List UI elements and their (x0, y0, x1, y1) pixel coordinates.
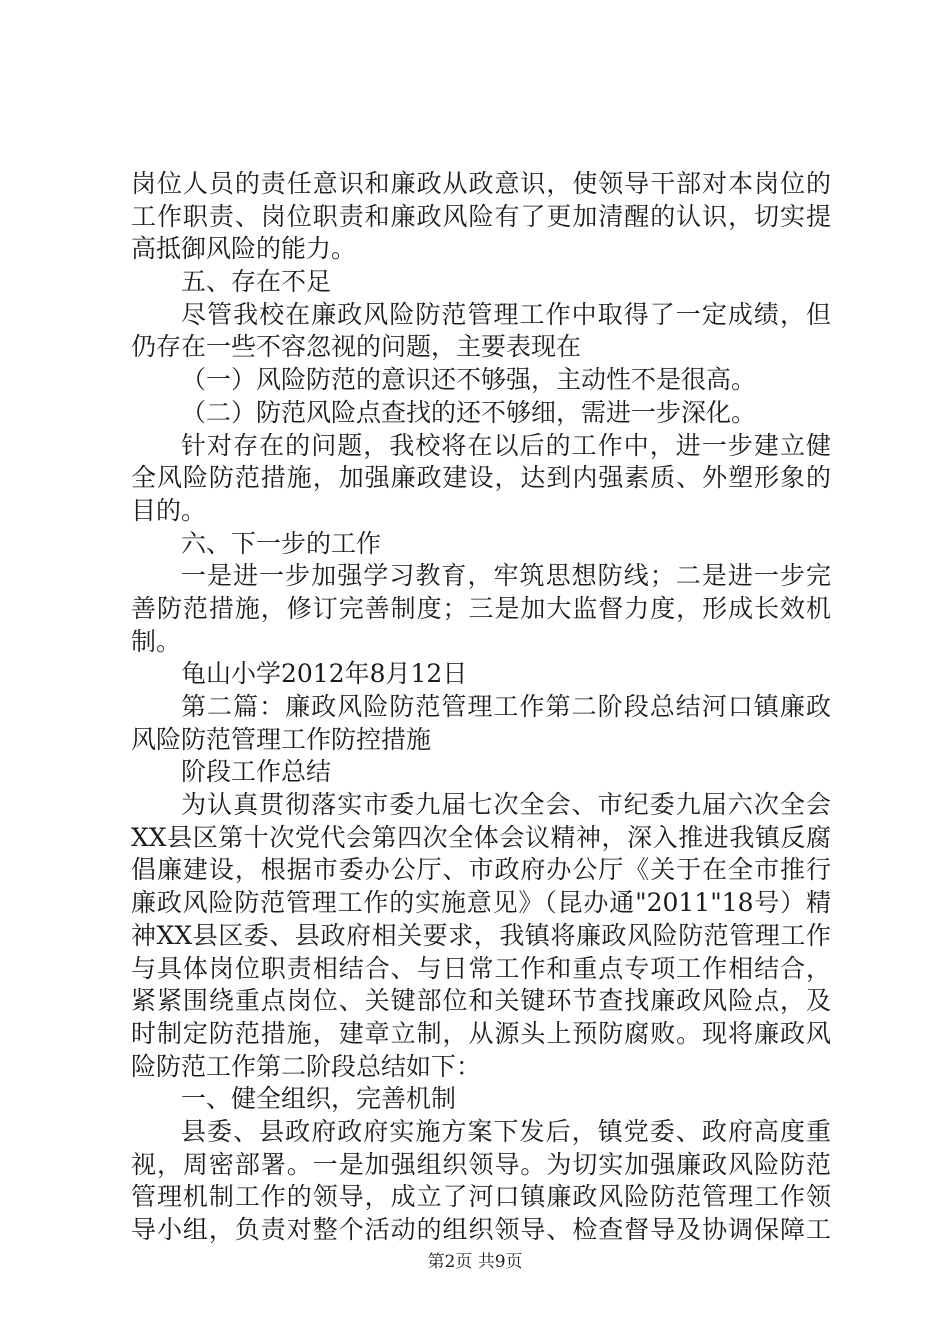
text-line: 尽管我校在廉政风险防范管理工作中取得了一定成绩，但 (181, 299, 831, 329)
text-line: 针对存在的问题，我校将在以后的工作中，进一步建立健 (181, 430, 831, 460)
text-line: 仍存在一些不容忽视的问题，主要表现在 (131, 332, 582, 362)
text-line: 视，周密部署。一是加强组织领导。为切实加强廉政风险防范 (131, 1149, 831, 1179)
text-line: 制。 (131, 626, 182, 656)
text-line: 为认真贯彻落实市委九届七次全会、市纪委九届六次全会 (181, 790, 831, 820)
text-line: （二）防范风险点查找的还不够细，需进一步深化。 (181, 397, 757, 427)
text-line: XX县区第十次党代会第四次全体会议精神，深入推进我镇反腐 (131, 822, 831, 852)
text-line: 工作职责、岗位职责和廉政风险有了更加清醒的认识，切实提 (131, 201, 831, 231)
text-line: （一）风险防范的意识还不够强，主动性不是很高。 (181, 365, 757, 395)
signature-line: 龟山小学2012年8月12日 (181, 659, 468, 689)
text-line: 善防范措施，修订完善制度；三是加大监督力度，形成长效机 (131, 593, 831, 623)
text-line: 时制定防范措施，建章立制，从源头上预防腐败。现将廉政风 (131, 1018, 831, 1048)
document-body (131, 168, 831, 1247)
text-line: 紧紧围绕重点岗位、关键部位和关键环节查找廉政风险点，及 (131, 986, 831, 1016)
page-footer: 第2页 共9页 (427, 1252, 523, 1272)
section-heading: 五、存在不足 (181, 267, 332, 297)
text-line: 神XX县区委、县政府相关要求，我镇将廉政风险防范管理工作 (131, 920, 831, 950)
text-line: 目的。 (131, 495, 207, 525)
section-heading: 一、健全组织，完善机制 (181, 1084, 457, 1114)
text-line: 与具体岗位职责相结合、与日常工作和重点专项工作相结合， (131, 953, 831, 983)
text-line: 险防范工作第二阶段总结如下： (131, 1051, 482, 1081)
text-line: 倡廉建设，根据市委办公厅、市政府办公厅《关于在全市推行 (131, 855, 831, 885)
text-line: 岗位人员的责任意识和廉政从政意识，使领导干部对本岗位的 (131, 169, 831, 198)
text-line: 管理机制工作的领导，成立了河口镇廉政风险防范管理工作领 (131, 1182, 831, 1212)
text-line: 高抵御风险的能力。 (131, 234, 357, 264)
text-line: 廉政风险防范管理工作的实施意见》（昆办通"2011"18号）精 (131, 888, 831, 918)
section-heading: 六、下一步的工作 (181, 528, 382, 558)
text-line: 全风险防范措施，加强廉政建设，达到内强素质、外塑形象的 (131, 463, 831, 493)
text-line: 第二篇：廉政风险防范管理工作第二阶段总结河口镇廉政 (181, 692, 831, 721)
text-line: 县委、县政府政府实施方案下发后，镇党委、政府高度重 (181, 1116, 831, 1146)
text-line: 风险防范管理工作防控措施 (131, 724, 432, 754)
text-line: 导小组，负责对整个活动的组织领导、检查督导及协调保障工 (131, 1215, 831, 1244)
text-line: 一是进一步加强学习教育，牢筑思想防线；二是进一步完 (181, 561, 831, 591)
section-heading: 阶段工作总结 (181, 757, 332, 787)
